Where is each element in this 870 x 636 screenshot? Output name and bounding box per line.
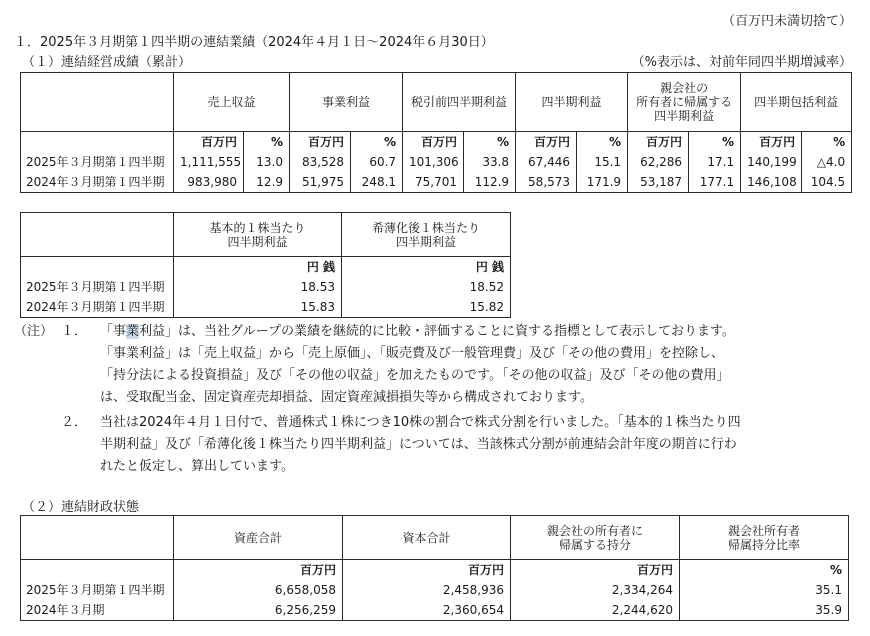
section-title: １．2025年３月期第１四半期の連結業績（2024年４月１日～2024年６月30日）: [14, 35, 494, 50]
note-1-line-1: 「事業利益」は、当社グループの業績を継続的に比較・評価することに資する指標として表示しております。: [100, 324, 735, 339]
col-header-owners-equity: 親会社の所有者に 帰属する持分: [511, 516, 680, 560]
unit-note: （百万円未満切捨て）: [721, 14, 852, 29]
table-row: 2024年３月期第１四半期 983,980 12.9 51,975 248.1 75,701 112.9 58,573 171.9 53,187 177.1 146,108 104.5: [21, 172, 852, 193]
percent-note: （%表示は、対前年同四半期増減率）: [631, 55, 852, 70]
note-1-line-2: 「事業利益」は「売上収益」から「売上原価」、「販売費及び一般管理費」及び「その他の費用」を控除し、: [100, 346, 725, 361]
financial-position-table: [20, 515, 849, 621]
col-header-diluted-eps: 希薄化後１株当たり 四半期利益: [342, 213, 511, 257]
eps-table: [20, 212, 511, 318]
table-row: 2025年３月期第１四半期 6,658,058 2,458,936 2,334,264 35.1: [21, 580, 849, 600]
note-1-line-4: は、受取配当金、固定資産売却損益、固定資産減損損失等から構成されております。: [100, 390, 593, 405]
col-header-business-profit: 事業利益: [290, 73, 403, 132]
corner-cell: [21, 516, 174, 560]
col-header-owners-profit: 親会社の 所有者に帰属する 四半期利益: [628, 73, 741, 132]
col-header-revenue: 売上収益: [174, 73, 290, 132]
operating-results-table: [20, 72, 852, 193]
text-selection-highlight: 業: [126, 324, 140, 339]
note-1-number: １．: [61, 324, 88, 339]
note-1-line-3: 「持分法による投資損益」及び「その他の収益」を加えたものです。「その他の収益」及び「その他の費用」: [100, 368, 730, 383]
corner-cell: [21, 73, 174, 132]
table-row: 2025年３月期第１四半期 1,111,555 13.0 83,528 60.7 101,306 33.8 67,446 15.1 62,286 17.1 140,199 △4.0: [21, 152, 852, 172]
unit-row: 百万円 % 百万円 % 百万円 % 百万円 % 百万円 % 百万円 %: [21, 132, 852, 153]
unit-row: 百万円 百万円 百万円 %: [21, 560, 849, 581]
col-header-quarterly-profit: 四半期利益: [516, 73, 628, 132]
col-header-total-assets: 資産合計: [174, 516, 343, 560]
col-header-total-equity: 資本合計: [343, 516, 511, 560]
col-header-comprehensive-income: 四半期包括利益: [741, 73, 852, 132]
operating-results-title: （１）連結経営成績（累計）: [22, 55, 192, 70]
note-2-number: ２．: [61, 415, 88, 430]
col-header-pretax-profit: 税引前四半期利益: [403, 73, 516, 132]
unit-row: 円 銭 円 銭: [21, 257, 511, 278]
corner-cell: [21, 213, 174, 257]
col-header-equity-ratio: 親会社所有者 帰属持分比率: [680, 516, 849, 560]
note-2-line-3: れたと仮定し、算出しています。: [100, 459, 294, 474]
table-row: 2024年３月期第１四半期 15.83 15.82: [21, 297, 511, 318]
note-2-line-1: 当社は2024年４月１日付で、普通株式１株につき10株の割合で株式分割を行いました。「基本的１株当たり四: [100, 415, 741, 430]
note-2-line-2: 半期利益」及び「希薄化後１株当たり四半期利益」については、当該株式分割が前連結会計年度の期首に行わ: [100, 437, 737, 452]
financial-position-title: （２）連結財政状態: [22, 500, 140, 515]
notes-prefix: （注）: [14, 324, 54, 339]
table-row: 2024年３月期 6,256,259 2,360,654 2,244,620 35.9: [21, 600, 849, 621]
table-row: 2025年３月期第１四半期 18.53 18.52: [21, 277, 511, 297]
col-header-basic-eps: 基本的１株当たり 四半期利益: [174, 213, 342, 257]
